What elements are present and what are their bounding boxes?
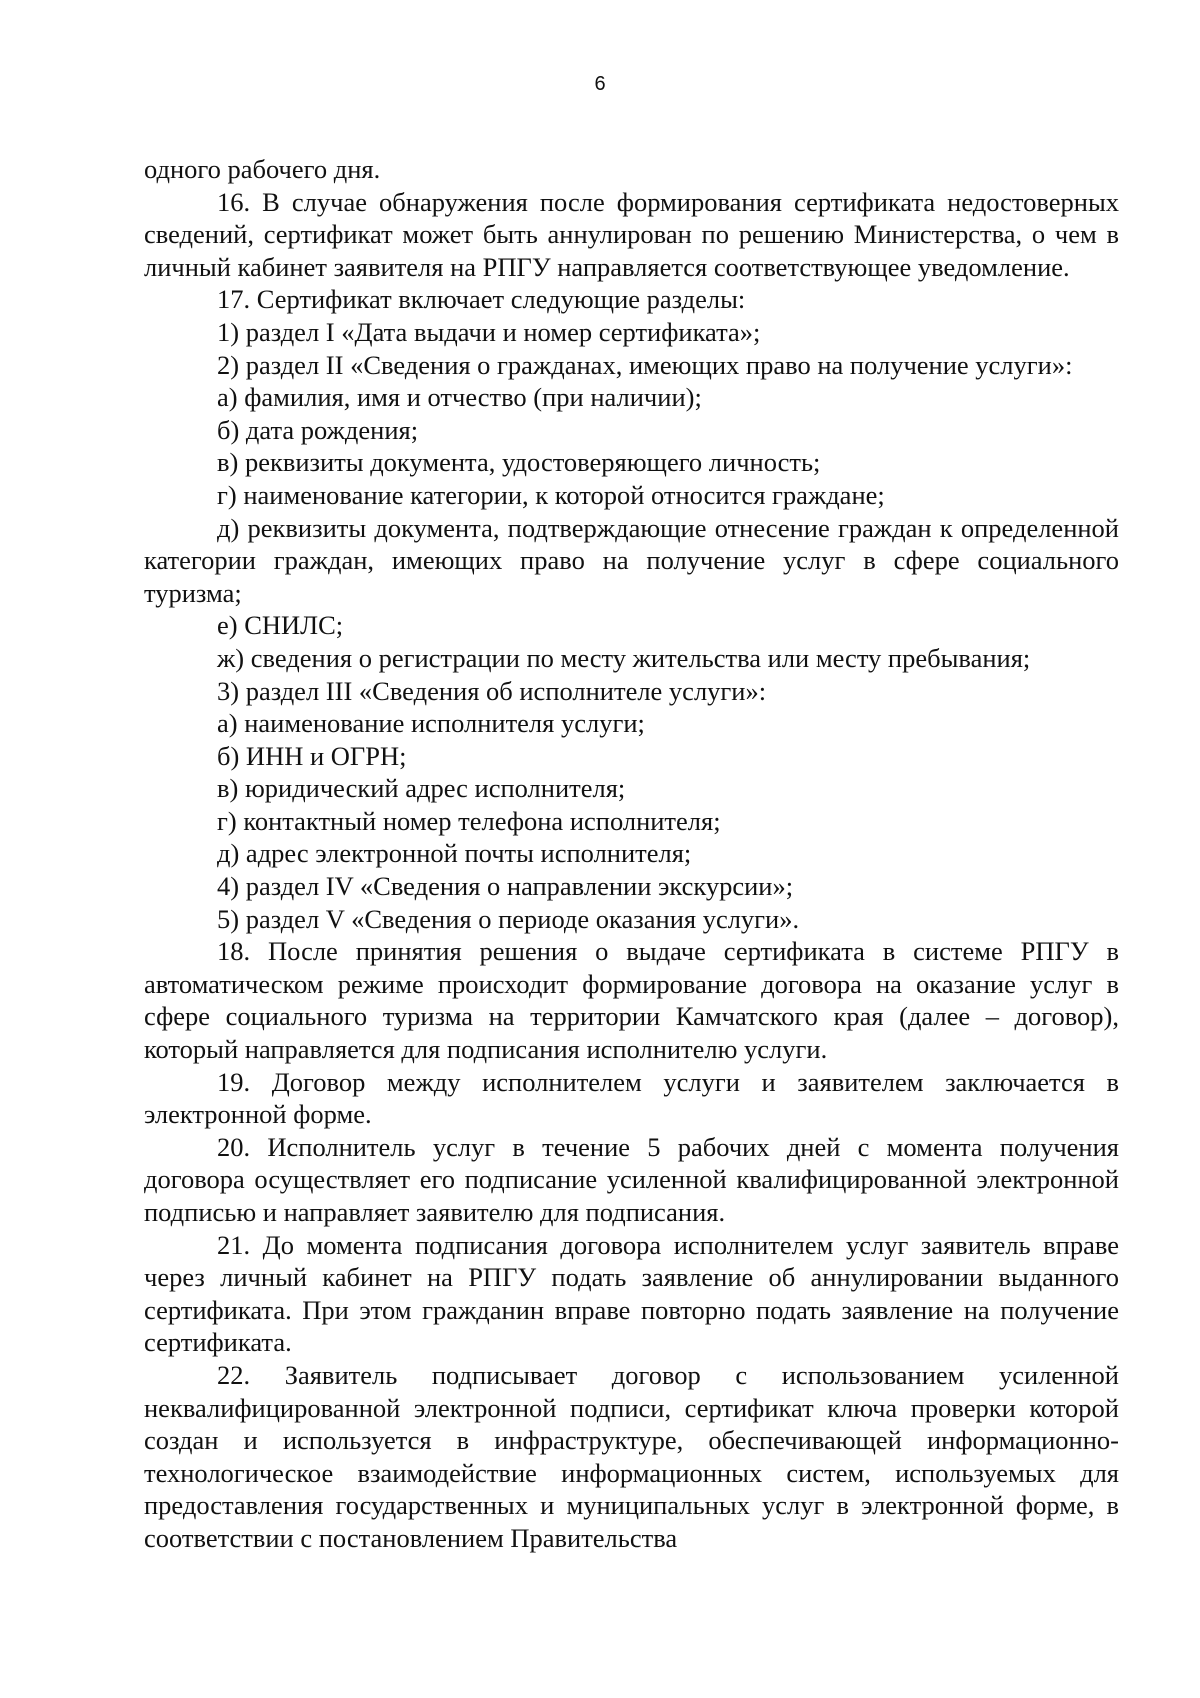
list-item-2b: б) дата рождения;: [217, 414, 419, 445]
list-item-3b: б) ИНН и ОГРН;: [217, 740, 407, 771]
list-item-2d: д) реквизиты документа, подтверждающие отнесение граждан к определенной категории граждан, имеющих право на получение услуг в сфере социального туризма;: [144, 512, 1119, 608]
paragraph-20: 20. Исполнитель услуг в течение 5 рабочих дней с момента получения договора осуществляет его подписание усиленной квалифицированной электронной подписью и направляет заявителю для подписания.: [144, 1131, 1119, 1227]
list-item-2v: в) реквизиты документа, удостоверяющего личность;: [217, 447, 821, 478]
paragraph-continuation: одного рабочего дня.: [144, 154, 381, 184]
list-item-section-4: 4) раздел IV «Сведения о направлении экскурсии»;: [217, 871, 794, 902]
list-item-2a: а) фамилия, имя и отчество (при наличии);: [217, 382, 702, 413]
list-item-section-5: 5) раздел V «Сведения о периоде оказания услуги».: [217, 903, 800, 934]
paragraph-19: 19. Договор между исполнителем услуги и заявителем заключается в электронной форме.: [144, 1066, 1119, 1130]
paragraph-16: 16. В случае обнаружения после формирования сертификата недостоверных сведений, сертификат может быть аннулирован по решению Министерства, о чем в личный кабинет заявителя на РПГУ направляется соответствующее уведомление.: [144, 186, 1119, 282]
list-item-2e: е) СНИЛС;: [217, 610, 344, 641]
list-item-3d: д) адрес электронной почты исполнителя;: [217, 838, 692, 869]
list-item-section-2: 2) раздел II «Сведения о гражданах, имеющих право на получение услуги»:: [217, 349, 1073, 380]
list-item-section-3: 3) раздел III «Сведения об исполнителе услуги»:: [217, 675, 767, 706]
list-item-section-1: 1) раздел I «Дата выдачи и номер сертификата»;: [217, 316, 761, 347]
paragraph-21: 21. До момента подписания договора исполнителем услуг заявитель вправе через личный кабинет на РПГУ подать заявление об аннулировании выданного сертификата. При этом гражданин вправе повторно подать заявление на получение сертификата.: [144, 1229, 1119, 1358]
paragraph-22: 22. Заявитель подписывает договор с использованием усиленной неквалифицированной электронной подписи, сертификат ключа проверки которой создан и используется в инфраструктуре, обеспечивающей информационно-технологическое взаимодействие информационных систем, используемых для предоставления государственных и муниципальных услуг в электронной форме, в соответствии с постановлением Правительства: [144, 1359, 1119, 1553]
list-item-2g: г) наименование категории, к которой относится граждане;: [217, 479, 885, 510]
list-item-3v: в) юридический адрес исполнителя;: [217, 773, 626, 804]
page-number: 6: [594, 73, 606, 95]
paragraph-18: 18. После принятия решения о выдаче сертификата в системе РПГУ в автоматическом режиме происходит формирование договора на оказание услуг в сфере социального туризма на территории Камчатского края (далее – договор), который направляется для подписания исполнителю услуги.: [144, 936, 1119, 1065]
paragraph-17: 17. Сертификат включает следующие разделы:: [217, 284, 746, 315]
list-item-3g: г) контактный номер телефона исполнителя;: [217, 805, 721, 836]
document-body: [144, 153, 1119, 1555]
list-item-2zh: ж) сведения о регистрации по месту жительства или месту пребывания;: [217, 642, 1031, 673]
list-item-3a: а) наименование исполнителя услуги;: [217, 708, 645, 739]
